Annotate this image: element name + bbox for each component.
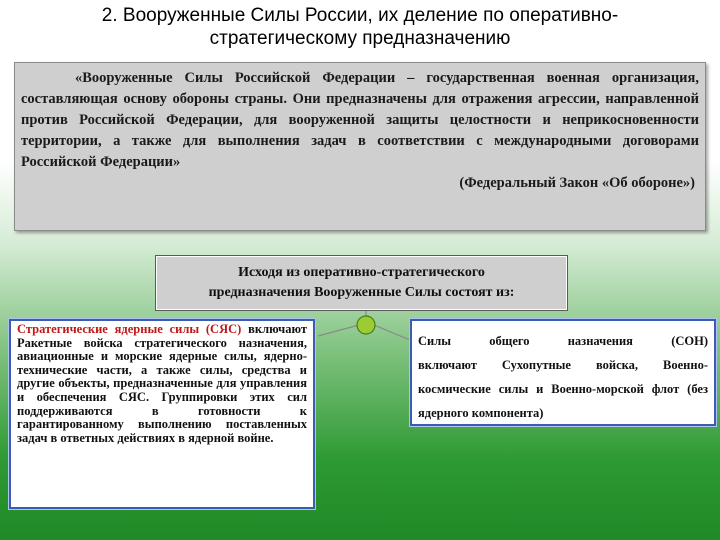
general-purpose-forces-description: включают Сухопутные войска, Военно-космические силы и Военно-морской флот (без ядерного компонента) (418, 358, 708, 420)
definition-quote-source: (Федеральный Закон «Об обороне») (459, 175, 695, 191)
strategic-nuclear-forces-box (9, 319, 315, 509)
connector-line-right (374, 325, 410, 340)
slide-title-line1: 2. Вооруженные Силы России, их деление по оперативно- (101, 5, 619, 26)
strategic-nuclear-forces-heading: Стратегические ядерные силы (СЯС) (17, 322, 242, 336)
general-purpose-forces-word3: назначения (567, 334, 633, 348)
composition-header-line2: предназначения Вооруженные Силы состоят из: (208, 285, 515, 300)
general-purpose-forces-word4: (СОН) (671, 334, 708, 348)
general-purpose-forces-word1: Силы (418, 334, 452, 348)
general-purpose-forces-heading (418, 329, 708, 353)
strategic-nuclear-forces-description: включают Ракетные войска стратегического назначения, авиационные и морские ядерные силы, ядерно-технические части, а также силы, средства и другие объекты, предназначенные для управления и обеспечения СЯС. Группировки этих сил поддерживаются в готовности к гарантированному выполнению поставленных задач в ответных действиях в ядерной войне. (17, 322, 307, 445)
composition-header-line1: Исходя из оперативно-стратегического (238, 265, 485, 280)
slide-title-line2: стратегическому предназначению (209, 28, 511, 49)
connector-line-left (318, 325, 359, 336)
general-purpose-forces-box (410, 319, 716, 426)
general-purpose-forces-word2: общего (489, 334, 530, 348)
composition-header-box (156, 256, 567, 310)
definition-quote-text: «Вооруженные Силы Российской Федерации – государственная военная организация, составляющая основу обороны страны. Они предназначены для отражения агрессии, направленной против Российской Федерации, для вооруженной защиты целостности и неприкосновенности территории, а также для выполнения задач в соответствии с международными договорами Российской Федерации» (21, 70, 699, 170)
connector-node-icon (357, 316, 375, 334)
